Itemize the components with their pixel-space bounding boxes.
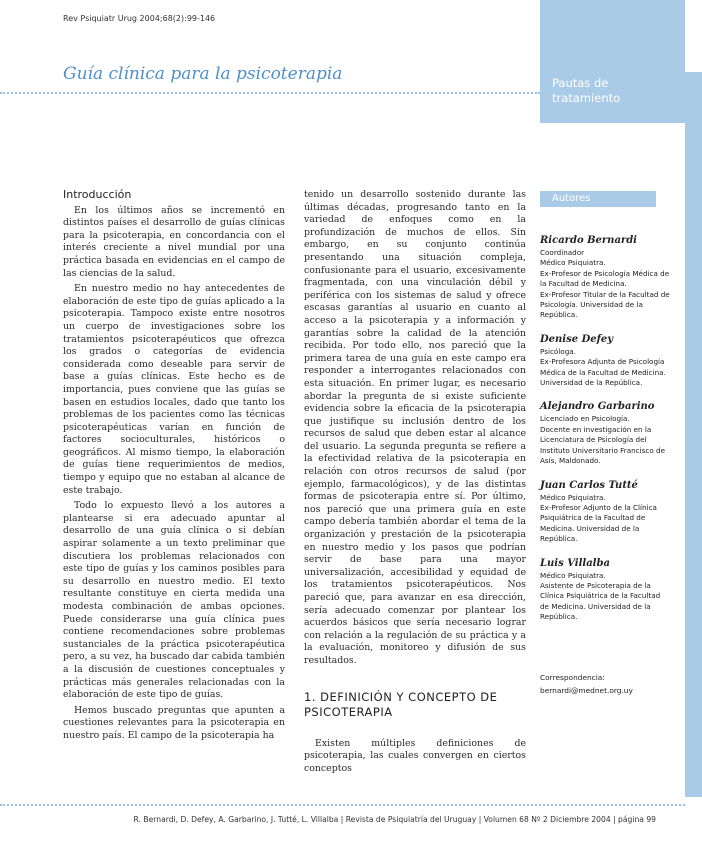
author-affiliation: Ex-Profesora Adjunta de Psicología Médica de la Facultad de Medicina. Universidad de la República. [540, 357, 666, 388]
author-name: Ricardo Bernardi [540, 235, 637, 246]
authors-list [540, 234, 670, 635]
author-entry [540, 234, 670, 321]
paragraph: Hemos buscado preguntas que apunten a cuestiones relevantes para la psicoterapia en nuestro país. El campo de la psicoterapia ha [63, 704, 285, 741]
section-sidebar-label: Pautas de tratamiento [552, 76, 621, 105]
section-title: Guía clínica para la psicoterapia [63, 64, 343, 84]
author-affiliation: Médico Psiquiatra. [540, 570, 606, 580]
author-entry [540, 400, 670, 466]
paragraph: En los últimos años se incrementó en distintos países el desarrollo de guías clínicas para la psicoterapia, en concordancia con el interés creciente a nivel mundial por una práctica basada en evidencias en el campo de las ciencias de la salud. [63, 204, 285, 279]
article-column-2 [304, 189, 526, 775]
author-entry [540, 479, 670, 545]
author-name: Juan Carlos Tutté [540, 479, 638, 491]
journal-reference: Rev Psiquiatr Urug 2004;68(2):99-146 [63, 14, 216, 23]
paragraph-continued: tenido un desarrollo sostenido durante las últimas décadas, progresando tanto en la variedad de enfoques como en la profundización de muchos de ellos. Sin embargo, en su conjunto continúa presentando una situación compleja, confusionante para el usuario, excesivamente fragmentada, con una vinculación débil y periférica con los sistemas de salud y ofrece escasas garantías al usuario en cuanto al acceso a la psicoterapia y a información y garantías sobre la calidad de la atención recibida. Por todo ello, nos pareció que la primera tarea de una guía en este campo era responder a interrogantes relacionados con esta situación. En primer lugar, es necesario abordar la pregunta de si existe suficiente evidencia sobre la eficacia de la psicoterapia que justifique su inclusión dentro de los recursos de salud que deben estar al alcance del usuario. La segunda pregunta se refiere a la efectividad relativa de la psicoterapia en relación con otros recursos de salud (por ejemplo, farmacológicos), y de las distintas formas de psicoterapia entre sí. Por último, nos pareció que una primera guía en este campo debería también abordar el tema de la organización y prestación de la psicoterapia en nuestro medio y los pasos que podrían servir de base para una mayor universalización, accesibilidad y equidad de los tratamientos psicoterapéuticos. Nos pareció que, para avanzar en esa dirección, sería adecuado comenzar por plantear los acuerdos básicos que sería necesario lograr con relación a la regulación de su práctica y a la evaluación, monitoreo y difusión de sus resultados. [304, 189, 526, 666]
page-footer: R. Bernardi, D. Defey, A. Garbarino, J. Tutté, L. Villalba | Revista de Psiquiatría del Uruguay | Volumen 68 Nº 2 Diciembre 2004 | página 99 [133, 815, 656, 824]
correspondence-email[interactable]: bernardi@mednet.org.uy [540, 686, 633, 695]
author-affiliation: Médico Psiquiatra. [540, 492, 606, 502]
article-column-1 [63, 189, 285, 743]
author-affiliation: Médico Psiquiatra. [540, 258, 606, 268]
author-name: Luis Villalba [540, 557, 610, 569]
authors-tag: Autores [540, 191, 656, 207]
author-affiliation: Ex-Profesor de Psicología Médica de la Facultad de Medicina. [540, 268, 670, 289]
author-entry [540, 333, 670, 389]
section-heading-definicion: 1. DEFINICIÓN Y CONCEPTO DE PSICOTERAPIA [304, 689, 498, 719]
author-affiliation: Licenciado en Psicología. [540, 414, 630, 424]
author-name: Alejandro Garbarino [540, 401, 655, 413]
author-affiliation: Asistente de Psicoterapia de la Clínica Psiquiátrica de la Facultad de Medicina. Universidad de la República. [540, 580, 661, 622]
author-name: Denise Defey [540, 333, 614, 345]
footer-dotted-divider [0, 804, 685, 806]
author-affiliation: Ex-Profesor Adjunto de la Clínica Psiquiátrica de la Facultad de Medicina. Universidad de la República. [540, 502, 657, 544]
author-entry [540, 557, 670, 623]
introduction-heading: Introducción [63, 188, 132, 201]
author-affiliation: Coordinador [540, 248, 585, 257]
correspondence-label: Correspondencia: [540, 673, 605, 682]
paragraph: En nuestro medio no hay antecedentes de elaboración de este tipo de guías aplicado a la psicoterapia. Tampoco existe entre nosotros un cuerpo de investigaciones sobre los tratamientos psicoterapéuticos que ofrezca los grados o categorías de evidencia considerada como deseable para servir de base a guías clínicas. Este hecho es de importancia, pues conviene que las guías se basen en estudios locales, dado que tanto los problemas de los pacientes como las técnicas psicoterapéuticas varían en función de factores socioculturales, históricos o geográficos. Al mismo tiempo, la elaboración de guías tiene requerimientos de medios, tiempo y equipo que no estaban al alcance de este trabajo. [63, 283, 285, 496]
author-affiliation: Docente en investigación en la Licenciatura de Psicología del Instituto Universitario Francisco de Asís, Maldonado. [540, 424, 665, 466]
section-sidebar-box [540, 0, 685, 123]
title-dotted-divider [0, 92, 540, 94]
paragraph: Existen múltiples definiciones de psicoterapia, las cuales convergen en ciertos conceptos [304, 737, 526, 774]
author-affiliation: Ex-Profesor Titular de la Facultad de Psicología. Universidad de la República. [540, 289, 670, 320]
paragraph: Todo lo expuesto llevó a los autores a plantearse si era adecuado apuntar al desarrollo de una guía clínica o si debían aspirar solamente a un texto preliminar que discutiera los problemas relacionados con este tipo de guías y los caminos posibles para su desarrollo en nuestro medio. El texto resultante constituye en cierta medida una modesta combinación de ambas opciones. Puede considerarse una guía clínica pues contiene recomendaciones sobre problemas sustanciales de la práctica psicoterapéutica pero, a su vez, ha buscado dar cabida también a la discusión de cuestiones conceptuales y prácticas más generales relacionadas con la elaboración de este tipo de guías. [63, 500, 285, 701]
right-accent-strip [685, 72, 702, 797]
correspondence-block [540, 671, 670, 697]
author-affiliation: Psicóloga. [540, 346, 576, 356]
